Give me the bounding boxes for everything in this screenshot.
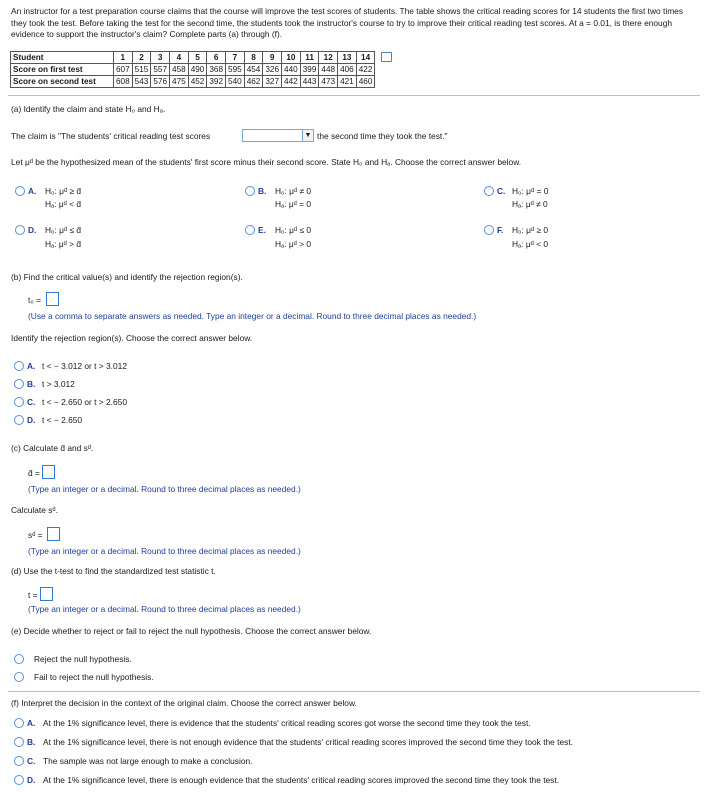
table-row (11, 52, 375, 64)
option-letter: A. (27, 361, 36, 371)
option-letter: A. (28, 186, 37, 196)
table-cell: 515 (132, 64, 151, 76)
option-ha: Hₐ: μᵈ ≠ 0 (512, 199, 548, 209)
option-letter: B. (258, 186, 267, 196)
part-f-heading: (f) Interpret the decision in the context of the original claim. Choose the correct answer below. (11, 698, 357, 708)
option-letter: E. (258, 225, 266, 235)
table-cell: 2 (132, 52, 151, 64)
table-cell: 443 (300, 76, 319, 88)
option-text: Fail to reject the null hypothesis. (34, 672, 154, 682)
t0-note: (Use a comma to separate answers as needed. Type an integer or a decimal. Round to three decimal places as needed.) (28, 311, 477, 321)
table-cell: 421 (338, 76, 357, 88)
hypothesis-instructions: Let μᵈ be the hypothesized mean of the students' first score minus their second score. State H₀ and Hₐ. Choose the correct answer below. (11, 157, 522, 167)
option-letter: C. (497, 186, 506, 196)
option-letter: C. (27, 756, 36, 766)
option-h0: H₀: μᵈ = 0 (512, 186, 549, 196)
table-cell: 14 (356, 52, 375, 64)
scores-table (10, 51, 375, 88)
part-e-heading: (e) Decide whether to reject or fail to reject the null hypothesis. Choose the correct answer below. (11, 626, 372, 636)
table-cell: 543 (132, 76, 151, 88)
option-d-radio[interactable] (15, 225, 25, 235)
option-text: At the 1% significance level, there is enough evidence that the students' critical reading scores improved the second time they took the test. (43, 775, 560, 785)
t0-answer-input[interactable] (46, 292, 59, 306)
chevron-down-icon: ▼ (302, 130, 313, 141)
option-letter: D. (27, 775, 36, 785)
option-letter: C. (27, 397, 36, 407)
table-cell: 473 (319, 76, 338, 88)
table-cell: 595 (226, 64, 245, 76)
table-row (11, 76, 375, 88)
row-label: Score on second test (11, 76, 114, 88)
reject-radio[interactable] (14, 654, 24, 664)
region-option-b-radio[interactable] (14, 379, 24, 389)
sd-answer-input[interactable] (47, 527, 60, 541)
option-h0: H₀: μᵈ ≤ 0 (275, 225, 312, 235)
option-letter: B. (27, 379, 36, 389)
row-label: Score on first test (11, 64, 114, 76)
option-letter: B. (27, 737, 36, 747)
table-cell: 608 (114, 76, 133, 88)
divider (8, 691, 700, 692)
claim-suffix: the second time they took the test." (317, 131, 448, 141)
option-f-radio[interactable] (484, 225, 494, 235)
table-cell: 327 (263, 76, 282, 88)
option-text: At the 1% significance level, there is evidence that the students' critical reading scores got worse the second time they took the test. (43, 718, 531, 728)
part-d-heading: (d) Use the t-test to find the standardized test statistic t. (11, 566, 216, 576)
table-cell: 452 (188, 76, 207, 88)
option-text: t < − 2.650 (42, 415, 83, 425)
part-b-heading: (b) Find the critical value(s) and identify the rejection region(s). (11, 272, 243, 282)
interpret-option-c-radio[interactable] (14, 756, 24, 766)
interpret-option-a-radio[interactable] (14, 718, 24, 728)
interpret-option-b-radio[interactable] (14, 737, 24, 747)
table-cell: 448 (319, 64, 338, 76)
option-a-radio[interactable] (15, 186, 25, 196)
table-cell: 458 (170, 64, 189, 76)
table-cell: 460 (356, 76, 375, 88)
table-cell: 475 (170, 76, 189, 88)
table-cell: 442 (282, 76, 301, 88)
option-ha: Hₐ: μᵈ > 0 (275, 239, 312, 249)
t0-label: t₀ = (28, 295, 42, 305)
dbar-note: (Type an integer or a decimal. Round to three decimal places as needed.) (28, 484, 301, 494)
option-text: The sample was not large enough to make a conclusion. (43, 756, 253, 766)
table-cell: 454 (244, 64, 263, 76)
option-text: t < − 2.650 or t > 2.650 (42, 397, 127, 407)
part-a-heading: (a) Identify the claim and state H₀ and Hₐ. (11, 104, 166, 114)
table-row (11, 64, 375, 76)
table-cell: 5 (188, 52, 207, 64)
option-text: t > 3.012 (42, 379, 75, 389)
sd-note: (Type an integer or a decimal. Round to three decimal places as needed.) (28, 546, 301, 556)
rejection-region-prompt: Identify the rejection region(s). Choose the correct answer below. (11, 333, 253, 343)
table-cell: 392 (207, 76, 226, 88)
fail-to-reject-radio[interactable] (14, 672, 24, 682)
table-cell: 540 (226, 76, 245, 88)
option-letter: A. (27, 718, 36, 728)
interpret-option-d-radio[interactable] (14, 775, 24, 785)
option-ha: Hₐ: μᵈ < 0 (512, 239, 549, 249)
region-option-c-radio[interactable] (14, 397, 24, 407)
claim-prefix: The claim is "The students' critical reading test scores (11, 131, 211, 141)
option-ha: Hₐ: μᵈ = 0 (275, 199, 312, 209)
option-h0: H₀: μᵈ ≥ 0 (512, 225, 549, 235)
problem-statement: An instructor for a test preparation course claims that the course will improve the test scores of students. The table shows the critical reading scores for 14 students the first two times they took the test. Before taking the test for the second time, the students took the instructor's course to try to improve their critical reading test scores. At a = 0.01, is there enough evidence to support the instructor's claim? Complete parts (a) through (f). (11, 6, 684, 39)
t-note: (Type an integer or a decimal. Round to three decimal places as needed.) (28, 604, 301, 614)
part-c-heading: (c) Calculate d̄ and sᵈ. (11, 443, 94, 453)
table-cell: 8 (244, 52, 263, 64)
table-cell: 12 (319, 52, 338, 64)
table-cell: 6 (207, 52, 226, 64)
table-cell: 406 (338, 64, 357, 76)
table-cell: 7 (226, 52, 245, 64)
option-text: At the 1% significance level, there is not enough evidence that the students' critical reading scores improved the second time they took the test. (43, 737, 573, 747)
t-answer-input[interactable] (40, 587, 53, 601)
option-b-radio[interactable] (245, 186, 255, 196)
region-option-d-radio[interactable] (14, 415, 24, 425)
option-c-radio[interactable] (484, 186, 494, 196)
option-h0: H₀: μᵈ ≠ 0 (275, 186, 312, 196)
sd-label: sᵈ = (28, 530, 43, 540)
table-cell: 11 (300, 52, 319, 64)
copy-table-icon[interactable] (381, 52, 392, 62)
table-cell: 368 (207, 64, 226, 76)
calculate-sd-label: Calculate sᵈ. (11, 505, 58, 515)
region-option-a-radio[interactable] (14, 361, 24, 371)
claim-dropdown[interactable] (242, 129, 314, 142)
table-cell: 3 (151, 52, 170, 64)
option-h0: H₀: μᵈ ≥ d̄ (45, 186, 82, 196)
option-letter: F. (497, 225, 504, 235)
option-text: Reject the null hypothesis. (34, 654, 132, 664)
table-cell: 607 (114, 64, 133, 76)
option-ha: Hₐ: μᵈ > d̄ (45, 239, 82, 249)
dbar-answer-input[interactable] (42, 465, 55, 479)
t-label: t = (28, 590, 38, 600)
table-cell: 13 (338, 52, 357, 64)
table-cell: 4 (170, 52, 189, 64)
table-cell: 576 (151, 76, 170, 88)
option-e-radio[interactable] (245, 225, 255, 235)
dbar-label: d̄ = (28, 468, 40, 478)
table-cell: 422 (356, 64, 375, 76)
divider (8, 95, 700, 96)
table-cell: 490 (188, 64, 207, 76)
table-cell: 1 (114, 52, 133, 64)
row-label: Student (11, 52, 114, 64)
table-cell: 557 (151, 64, 170, 76)
table-cell: 462 (244, 76, 263, 88)
option-letter: D. (27, 415, 36, 425)
table-cell: 440 (282, 64, 301, 76)
option-h0: H₀: μᵈ ≤ d̄ (45, 225, 82, 235)
option-text: t < − 3.012 or t > 3.012 (42, 361, 127, 371)
table-cell: 10 (282, 52, 301, 64)
table-cell: 399 (300, 64, 319, 76)
table-cell: 326 (263, 64, 282, 76)
table-cell: 9 (263, 52, 282, 64)
option-letter: D. (28, 225, 37, 235)
option-ha: Hₐ: μᵈ < d̄ (45, 199, 82, 209)
